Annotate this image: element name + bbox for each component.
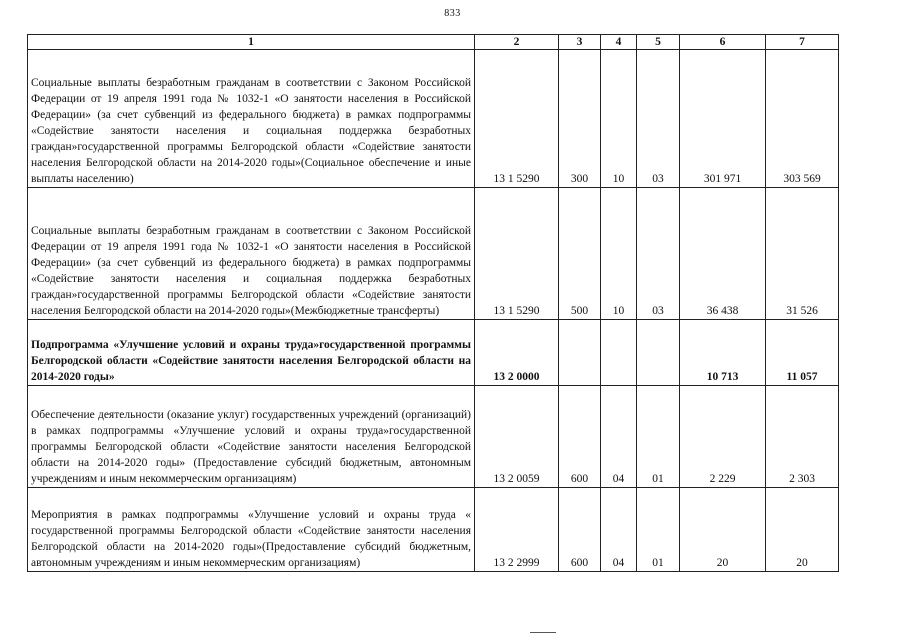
row-value-2: 2 303 <box>766 386 839 488</box>
table-row <box>28 488 839 572</box>
table-row <box>28 320 839 386</box>
table-row <box>28 50 839 188</box>
page-number: 833 <box>444 8 461 19</box>
row-subsection <box>637 320 680 386</box>
page-bottom-mark <box>530 632 556 633</box>
row-type: 500 <box>559 188 601 320</box>
row-value-1: 20 <box>680 488 766 572</box>
table-row <box>28 188 839 320</box>
row-section: 04 <box>601 386 637 488</box>
column-header: 5 <box>637 35 680 50</box>
row-code: 13 2 2999 <box>475 488 559 572</box>
row-value-2: 31 526 <box>766 188 839 320</box>
row-code: 13 2 0000 <box>475 320 559 386</box>
row-value-1: 10 713 <box>680 320 766 386</box>
row-description: Мероприятия в рамках подпрограммы «Улучшение условий и охраны труда « государственной программы Белгородской области «Содействие занятости населения Белгородской области на 2014-2020 годы»(Предоставление субсидий бюджетным, автономным учреждениям и иным некоммерческим организациям) <box>28 488 475 572</box>
column-header: 2 <box>475 35 559 50</box>
column-header: 7 <box>766 35 839 50</box>
row-type <box>559 320 601 386</box>
column-header: 4 <box>601 35 637 50</box>
row-value-2: 11 057 <box>766 320 839 386</box>
row-type: 600 <box>559 488 601 572</box>
row-section: 10 <box>601 188 637 320</box>
row-description: Подпрограмма «Улучшение условий и охраны труда»государственной программы Белгородской области «Содействие занятости населения Белгородской области на 2014-2020 годы» <box>28 320 475 386</box>
row-code: 13 1 5290 <box>475 50 559 188</box>
row-description: Обеспечение деятельности (оказание уклуг) государственных учреждений (организаций) в рамках подпрограммы «Улучшение условий и охраны труда»государственной программы Белгородской области «Содействие занятости населения Белгородской области на 2014-2020 годы» (Предоставление субсидий бюджетным, автономным учреждениям и иным некоммерческим организациям) <box>28 386 475 488</box>
row-section <box>601 320 637 386</box>
row-type: 300 <box>559 50 601 188</box>
row-code: 13 2 0059 <box>475 386 559 488</box>
row-description: Социальные выплаты безработным гражданам в соответствии с Законом Российской Федерации от 19 апреля 1991 года № 1032-1 «О занятости населения в Российской Федерации» (за счет субвенций из федерального бюджета) в рамках подпрограммы «Содействие занятости населения и социальная поддержка безработных граждан»государственной программы Белгородской области «Содействие занятости населения Белгородской области на 2014-2020 годы»(Социальное обеспечение и иные выплаты населению) <box>28 50 475 188</box>
row-value-1: 36 438 <box>680 188 766 320</box>
table-header-row <box>28 35 839 50</box>
row-code: 13 1 5290 <box>475 188 559 320</box>
row-value-1: 301 971 <box>680 50 766 188</box>
budget-table <box>27 34 839 572</box>
row-value-2: 20 <box>766 488 839 572</box>
row-section: 04 <box>601 488 637 572</box>
row-type: 600 <box>559 386 601 488</box>
row-section: 10 <box>601 50 637 188</box>
row-value-1: 2 229 <box>680 386 766 488</box>
row-subsection: 01 <box>637 488 680 572</box>
row-subsection: 03 <box>637 50 680 188</box>
row-subsection: 03 <box>637 188 680 320</box>
column-header: 6 <box>680 35 766 50</box>
column-header: 1 <box>28 35 475 50</box>
table-row <box>28 386 839 488</box>
row-value-2: 303 569 <box>766 50 839 188</box>
column-header: 3 <box>559 35 601 50</box>
row-description: Социальные выплаты безработным гражданам в соответствии с Законом Российской Федерации от 19 апреля 1991 года № 1032-1 «О занятости населения в Российской Федерации» (за счет субвенций из федерального бюджета) в рамках подпрограммы «Содействие занятости населения и социальная поддержка безработных граждан»государственной программы Белгородской области «Содействие занятости населения Белгородской области на 2014-2020 годы»(Межбюджетные трансферты) <box>28 188 475 320</box>
row-subsection: 01 <box>637 386 680 488</box>
